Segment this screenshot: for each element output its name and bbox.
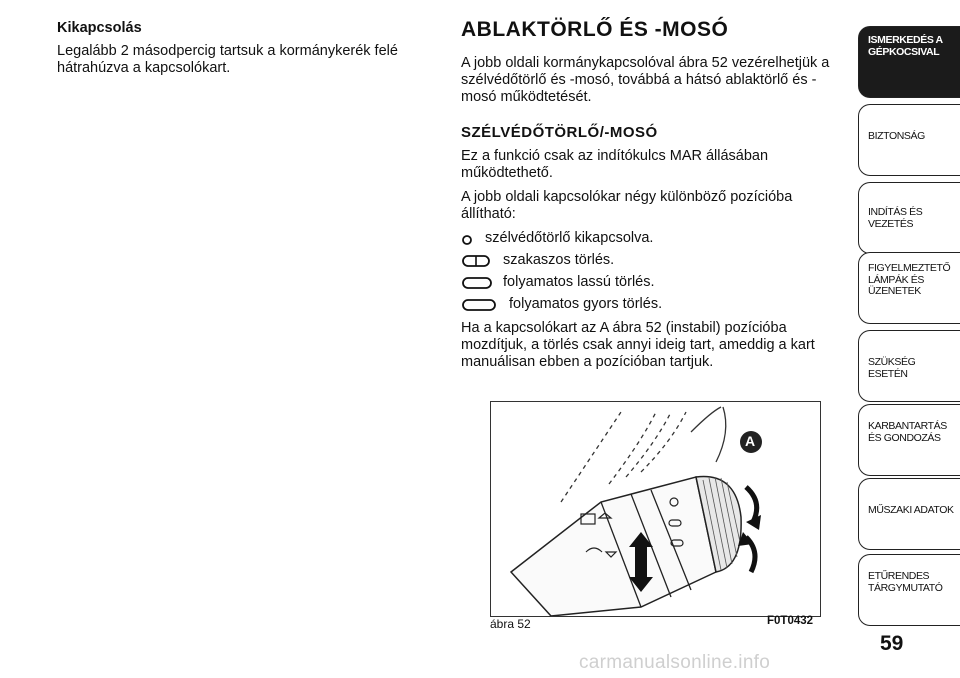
slow-wipe-icon [461, 275, 493, 296]
position-text: szakaszos törlés. [503, 252, 615, 268]
figure-caption: ábra 52 [490, 617, 531, 631]
page-title: ABLAKTÖRLŐ ÉS -MOSÓ [461, 18, 729, 41]
paragraph-1: Ez a funkció csak az indítókulcs MAR állásában működtethető. [461, 148, 769, 181]
watermark: carmanualsonline.info [579, 652, 771, 673]
section-title: SZÉLVÉDŐTÖRLŐ/-MOSÓ [461, 124, 658, 141]
left-column [57, 20, 437, 84]
figure-52 [490, 401, 821, 617]
tab-figyelmezteto[interactable]: FIGYELMEZTETŐ LÁMPÁK ÉS ÜZENETEK [858, 252, 960, 324]
tab-biztonsag[interactable]: BIZTONSÁG [858, 104, 960, 176]
position-item [461, 230, 831, 252]
position-item [461, 252, 831, 274]
position-text: folyamatos lassú törlés. [503, 274, 655, 290]
tab-targymutato[interactable]: ETŰRENDES TÁRGYMUTATÓ [858, 554, 960, 626]
tab-inditas[interactable]: INDÍTÁS ÉS VEZETÉS [858, 182, 960, 254]
left-heading: Kikapcsolás [57, 20, 142, 36]
position-item [461, 296, 831, 318]
tab-szukseg[interactable]: SZÜKSÉG ESETÉN [858, 330, 960, 402]
chapter-tabs [858, 0, 960, 678]
paragraph-2: A jobb oldali kapcsolókar négy különböző pozícióba állítható: [461, 189, 793, 222]
position-text: szélvédőtörlő kikapcsolva. [485, 230, 654, 246]
tab-muszaki[interactable]: MŰSZAKI ADATOK [858, 478, 960, 550]
fast-wipe-icon [461, 297, 497, 318]
tab-karbantartas[interactable]: KARBANTARTÁS ÉS GONDOZÁS [858, 404, 960, 476]
tab-ismerkedes[interactable]: ISMERKEDÉS A GÉPKOCSIVAL [858, 26, 960, 98]
paragraph-3: Ha a kapcsolókart az A ábra 52 (instabil) pozícióba mozdítjuk, a törlés csak annyi ideig tart, ameddig a kart manuálisan ebben a pozícióban tartjuk. [461, 320, 815, 370]
wiper-stalk-illustration [491, 402, 820, 616]
main-column [461, 18, 831, 378]
figure-marker-a: A [745, 433, 756, 449]
position-item [461, 274, 831, 296]
off-circle-icon [461, 231, 475, 252]
intro-paragraph: A jobb oldali kormánykapcsolóval ábra 52 vezérelhetjük a szélvédőtörlő és -mosó, továbbá a hátsó ablaktörlő és -mosó működtetését. [461, 55, 830, 105]
intermittent-wipe-icon [461, 253, 491, 274]
figure-code: F0T0432 [767, 615, 814, 627]
left-paragraph: Legalább 2 másodpercig tartsuk a kormánykerék felé hátrahúzva a kapcsolókart. [57, 43, 398, 76]
position-text: folyamatos gyors törlés. [509, 296, 663, 312]
page-number: 59 [880, 632, 904, 655]
